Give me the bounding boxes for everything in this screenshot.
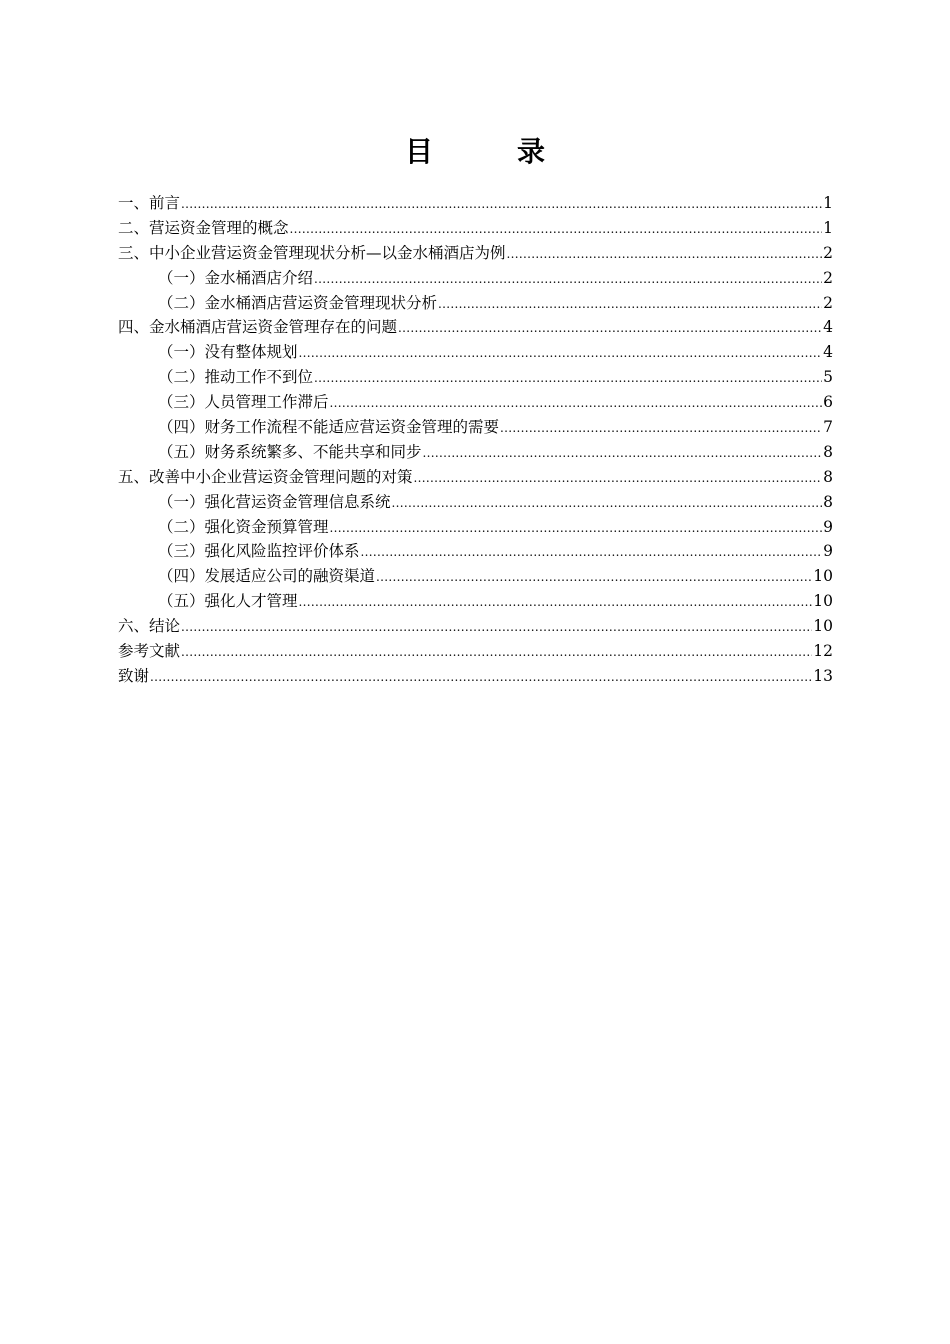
toc-entry[interactable] — [118, 589, 833, 614]
toc-entry-text: （四）财务工作流程不能适应营运资金管理的需要 — [158, 418, 500, 437]
toc-entry-text: 六、结论 — [118, 617, 181, 636]
toc-dot-leader — [361, 540, 823, 565]
toc-entry-text: （一）金水桶酒店介绍 — [158, 268, 314, 287]
toc-entry[interactable] — [118, 340, 833, 365]
toc-entry-text: （二）强化资金预算管理 — [158, 517, 329, 536]
toc-entry[interactable] — [118, 664, 833, 689]
toc-dot-leader — [314, 267, 822, 292]
toc-dot-leader — [423, 441, 823, 466]
toc-page-number: 8 — [823, 492, 833, 511]
toc-title: 目 录 — [404, 135, 573, 168]
toc-entry-text: （五）强化人才管理 — [158, 592, 298, 611]
toc-entry-text: 三、中小企业营运资金管理现状分析—以金水桶酒店为例 — [118, 243, 506, 262]
toc-entry[interactable] — [118, 564, 833, 589]
toc-dot-leader — [398, 316, 822, 341]
toc-entry[interactable] — [118, 216, 833, 241]
toc-page-number: 10 — [813, 592, 833, 611]
toc-page-number: 2 — [823, 293, 833, 312]
toc-page-number: 9 — [823, 517, 833, 536]
toc-dot-leader — [314, 366, 822, 391]
toc-entry[interactable] — [118, 639, 833, 664]
toc-page-number: 1 — [823, 194, 833, 212]
toc-entry-text: （一）强化营运资金管理信息系统 — [158, 492, 391, 511]
toc-page-number: 1 — [823, 218, 833, 237]
toc-dot-leader — [330, 391, 823, 416]
toc-entry-text: （二）金水桶酒店营运资金管理现状分析 — [158, 293, 438, 312]
toc-page-number: 2 — [823, 268, 833, 287]
toc-page-number: 5 — [823, 368, 833, 387]
toc-entry-text: （三）强化风险监控评价体系 — [158, 542, 360, 561]
toc-page-number: 4 — [823, 343, 833, 362]
toc-page-number: 10 — [813, 617, 833, 636]
toc-entry-text: （二）推动工作不到位 — [158, 368, 314, 387]
toc-page-number: 8 — [823, 442, 833, 461]
toc-dot-leader — [507, 242, 823, 267]
toc-page-number: 2 — [823, 243, 833, 262]
toc-entry[interactable] — [118, 291, 833, 316]
toc-dot-leader — [414, 466, 823, 491]
toc-dot-leader — [299, 590, 813, 615]
toc-dot-leader — [438, 292, 822, 317]
toc-page-number: 7 — [823, 418, 833, 437]
toc-dot-leader — [299, 341, 823, 366]
toc-entry[interactable] — [118, 415, 833, 440]
toc-entry-text: 四、金水桶酒店营运资金管理存在的问题 — [118, 318, 398, 337]
toc-page-number: 10 — [813, 567, 833, 586]
toc-entry-text: （四）发展适应公司的融资渠道 — [158, 567, 376, 586]
toc-page-number: 4 — [823, 318, 833, 337]
toc-dot-leader — [392, 491, 823, 516]
toc-entry[interactable] — [118, 440, 833, 465]
toc-entry[interactable] — [118, 515, 833, 540]
toc-entry-text: 参考文献 — [118, 642, 181, 661]
toc-dot-leader — [500, 416, 822, 441]
toc-entry-text: （五）财务系统繁多、不能共享和同步 — [158, 442, 422, 461]
toc-dot-leader — [330, 516, 823, 541]
toc-dot-leader — [376, 565, 812, 590]
toc-entry[interactable] — [118, 539, 833, 564]
toc-page-number: 6 — [823, 393, 833, 412]
toc-page-number: 8 — [823, 467, 833, 486]
toc-page-number: 13 — [813, 666, 833, 685]
toc-entry[interactable] — [118, 241, 833, 266]
toc-dot-leader — [181, 640, 812, 665]
toc-page-number: 12 — [813, 642, 833, 661]
toc-entry-text: 一、前言 — [118, 194, 181, 212]
toc-entry[interactable] — [118, 390, 833, 415]
toc-entry-text: （一）没有整体规划 — [158, 343, 298, 362]
toc-page-number: 9 — [823, 542, 833, 561]
toc-entry[interactable] — [118, 365, 833, 390]
toc-entry-text: （三）人员管理工作滞后 — [158, 393, 329, 412]
toc-entry[interactable] — [118, 191, 833, 216]
toc-entry-text: 致谢 — [118, 666, 150, 685]
toc-entry[interactable] — [118, 490, 833, 515]
toc-entry[interactable] — [118, 315, 833, 340]
toc-entry[interactable] — [118, 465, 833, 490]
toc-dot-leader — [181, 615, 812, 640]
toc-entry-text: 二、营运资金管理的概念 — [118, 218, 289, 237]
table-of-contents — [118, 191, 833, 689]
toc-dot-leader — [181, 192, 822, 217]
toc-entry-text: 五、改善中小企业营运资金管理问题的对策 — [118, 467, 413, 486]
toc-dot-leader — [150, 665, 812, 690]
toc-dot-leader — [290, 217, 823, 242]
toc-entry[interactable] — [118, 614, 833, 639]
toc-entry[interactable] — [118, 266, 833, 291]
